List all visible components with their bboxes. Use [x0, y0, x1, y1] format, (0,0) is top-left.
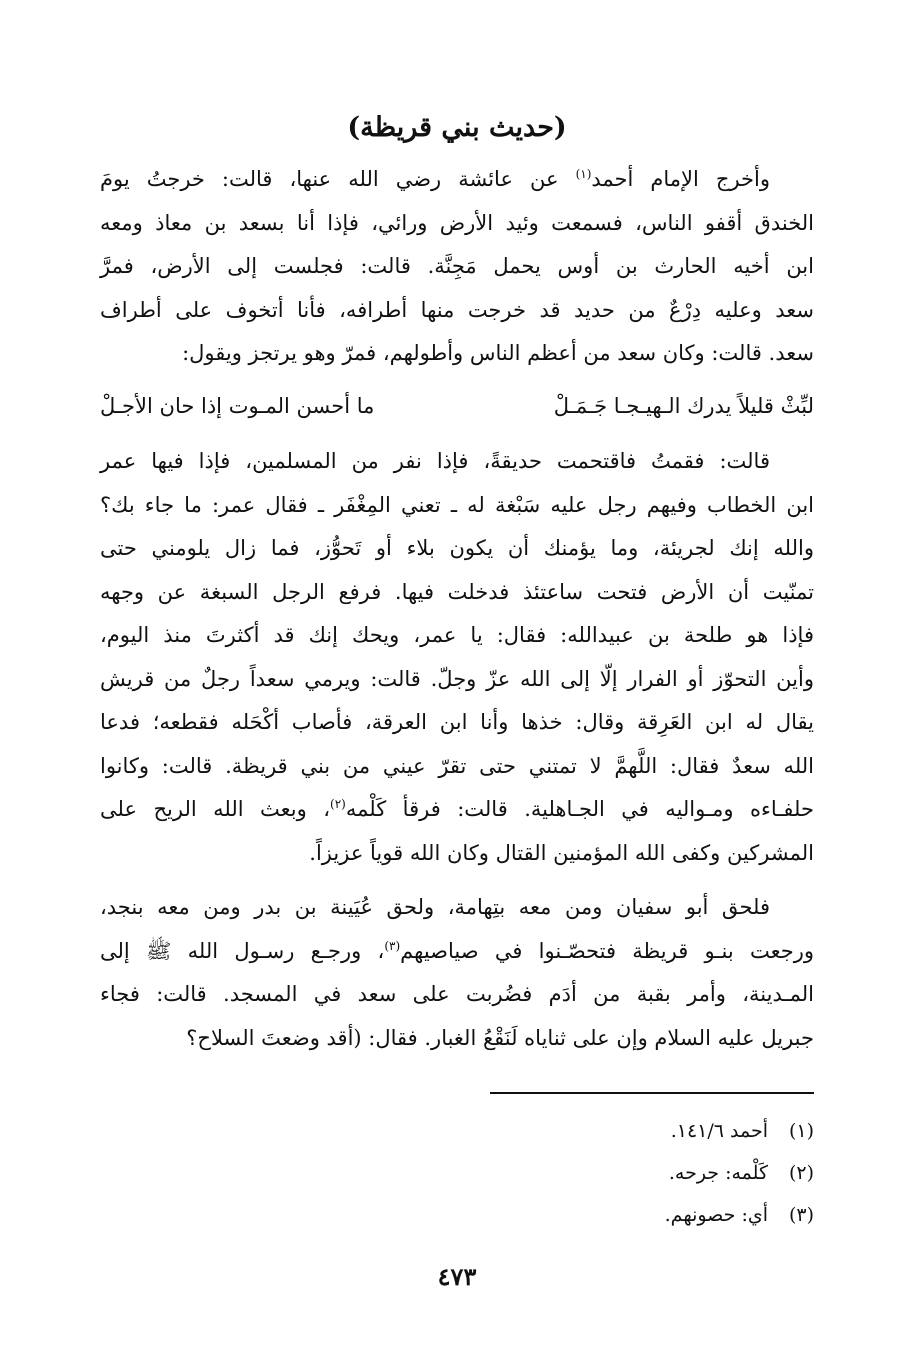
line-text: وأخرج الإمام أحمد: [591, 167, 770, 191]
line-text-continued: ، وبعث الله الريح على: [100, 797, 331, 821]
line-text: حلفـاءه ومـواليه في الجـاهلية. قالت: فرقأ كَلْمه: [345, 797, 814, 821]
footnote-3: [100, 1194, 814, 1236]
text-line: المشركين وكفى الله المؤمنين القتال وكان الله قوياً عزيزاً.: [309, 840, 814, 865]
footnote-text: كَلْمه: جرحه.: [668, 1162, 768, 1184]
footnote-text: أي: حصونهم.: [664, 1204, 768, 1226]
line-text-continued: عن عائشة رضي الله عنها، قالت: خرجتُ يومَ: [100, 167, 576, 191]
footnote-ref-1[interactable]: (١): [575, 167, 592, 181]
footnote-ref-3[interactable]: (٣): [384, 938, 401, 953]
line-text-continued: ، ورجـع رسـول الله ﷺ إلى: [100, 938, 385, 963]
footnote-number: (١): [788, 1120, 814, 1142]
chapter-title: (حديث بني قريظة): [347, 112, 567, 143]
footnote-separator: [490, 1092, 814, 1094]
footnote-2: [100, 1152, 814, 1194]
text-line: ابن الخطاب وفيهم رجل عليه سَبْغة له ـ تعني المِغْفَر ـ فقال عمر: ما جاء بك؟: [100, 492, 814, 517]
text-line: [100, 788, 814, 832]
verse-first-hemistich: لبِّثْ قليلاً يدرك الـهيـجـا جَـمَـلْ: [553, 394, 814, 418]
poetry-verse: [100, 384, 814, 428]
paragraph-1: [100, 158, 814, 376]
text-line: الله سعدٌ فقال: اللَّهمَّ لا تمتني حتى تقرّ عيني من بني قريظة. قالت: وكانوا: [100, 753, 814, 778]
footnote-number: (٢): [788, 1162, 814, 1184]
text-line: سعد وعليه دِرْعٌ من حديد قد خرجت منها أطرافه، فأنا أتخوف على أطراف: [100, 297, 814, 322]
paragraph-3: [100, 886, 814, 1060]
paragraph-2: [100, 440, 814, 875]
text-line: المـدينة، وأمر بقبة من أدَم فضُربت على سعد في المسجد. قالت: فجاء: [100, 982, 814, 1006]
text-line: الخندق أقفو الناس، فسمعت وئيد الأرض ورائي، فإذا أنا بسعد بن معاذ ومعه: [100, 210, 814, 235]
document-page: [100, 0, 814, 1367]
text-line: يقال له ابن العَرِقة وقال: خذها وأنا ابن العرقة، فأصاب أكْحَله فقطعه؛ فدعا: [100, 710, 814, 734]
text-line: [100, 158, 814, 202]
page-number: ٤٧٣: [437, 1262, 477, 1291]
text-line: تمنّيت أن الأرض فتحت ساعتئذ فدخلت فيها. فرفع الرجل السبغة عن وجهه: [100, 579, 814, 604]
text-line: والله إنك لجريئة، وما يؤمنك أن يكون بلاء أو تَحوُّز، فما زال يلومني حتى: [100, 536, 814, 560]
footnote-number: (٣): [788, 1204, 814, 1226]
text-line: وأين التحوّز أو الفرار إلّا إلى الله عزّ وجلّ. قالت: ويرمي سعداً رجلٌ من قريش: [100, 666, 814, 691]
text-line: سعد. قالت: وكان سعد من أعظم الناس وأطولهم، فمرّ وهو يرتجز ويقول:: [182, 341, 814, 365]
line-text: ورجعت بنـو قريظة فتحصّـنوا في صياصيهم: [400, 938, 814, 963]
text-line: ابن أخيه الحارث بن أوس يحمل مَجِنَّة. قالت: فجلست إلى الأرض، فمرَّ: [100, 254, 814, 278]
footnotes: [100, 1110, 814, 1236]
footnote-1: [100, 1110, 814, 1152]
text-line: [100, 930, 814, 974]
text-line: جبريل عليه السلام وإن على ثناياه لَنَقْعُ الغبار. فقال: (أقد وضعتَ السلاح؟: [186, 1025, 814, 1050]
footnote-ref-2[interactable]: (٢): [330, 797, 346, 811]
footnote-text: أحمد ١٤١/٦.: [670, 1120, 768, 1142]
text-line: قالت: فقمتُ فاقتحمت حديقةً، فإذا نفر من المسلمين، فإذا فيها عمر: [100, 449, 770, 473]
text-line: فلحق أبو سفيان ومن معه بتِهامة، ولحق عُيَينة بن بدر ومن معه بنجد،: [100, 895, 770, 919]
text-line: فإذا هو طلحة بن عبيدالله: فقال: يا عمر، ويحك إنك قد أكثرتَ منذ اليوم،: [100, 623, 814, 647]
verse-second-hemistich: ما أحسن المـوت إذا حان الأجـلْ: [100, 394, 375, 418]
